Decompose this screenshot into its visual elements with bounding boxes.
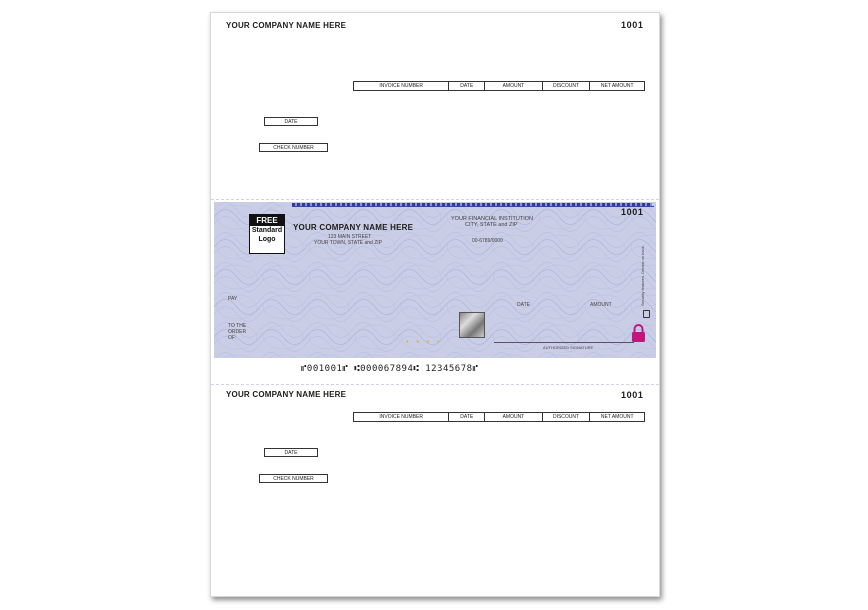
company-logo	[249, 214, 285, 254]
routing-fraction: 00-6789/0000	[472, 238, 503, 244]
top-stub-check-number-box: CHECK NUMBER	[259, 143, 328, 152]
hologram-icon	[459, 312, 485, 338]
gold-seal-icon: • • • •	[406, 339, 443, 346]
logo-logo-text: Logo	[258, 236, 276, 243]
col-invoice-number: INVOICE NUMBER	[354, 82, 449, 90]
col-invoice-number: INVOICE NUMBER	[354, 413, 449, 421]
order-label: ORDER	[228, 329, 247, 335]
company-address-line1: 123 MAIN STREET	[328, 234, 372, 240]
col-date: DATE	[449, 413, 485, 421]
signature-line	[494, 342, 634, 343]
check-number: 1001	[621, 207, 644, 217]
bottom-stub-invoice-header	[353, 412, 645, 422]
security-features-text: Security features. Details on back.	[640, 245, 645, 306]
padlock-icon	[631, 324, 646, 342]
pay-label: PAY	[228, 296, 238, 302]
col-amount: AMOUNT	[485, 82, 543, 90]
bottom-perforation	[211, 384, 659, 385]
bank-name: YOUR FINANCIAL INSTITUTION	[451, 216, 533, 222]
col-discount: DISCOUNT	[543, 413, 591, 421]
amount-label: AMOUNT	[590, 302, 612, 308]
bottom-stub-check-number: 1001	[621, 390, 644, 400]
to-the-label: TO THE	[228, 323, 247, 329]
date-label: DATE	[517, 302, 530, 308]
top-stub-company-name: YOUR COMPANY NAME HERE	[226, 21, 347, 30]
micr-line: ⑈001001⑈ ⑆000067894⑆ 12345678⑈	[301, 364, 479, 374]
col-net-amount: NET AMOUNT	[600, 414, 634, 420]
company-address-line2: YOUR TOWN, STATE and ZIP	[314, 240, 382, 246]
top-stub-date-box: DATE	[264, 117, 318, 126]
check-sheet	[210, 12, 660, 597]
bottom-stub-date-box: DATE	[264, 448, 318, 457]
small-lock-icon	[643, 310, 650, 318]
top-stub-invoice-header	[353, 81, 645, 91]
col-net-amount: NET AMOUNT	[600, 83, 634, 89]
check-body	[214, 202, 656, 358]
of-label: OF:	[228, 335, 237, 341]
bottom-stub-check-number-box: CHECK NUMBER	[259, 474, 328, 483]
bottom-stub-company-name: YOUR COMPANY NAME HERE	[226, 390, 347, 399]
logo-standard-text: Standard	[251, 227, 283, 234]
check-top-line	[292, 206, 654, 207]
col-amount: AMOUNT	[485, 413, 543, 421]
top-perforation	[211, 199, 659, 200]
col-date: DATE	[449, 82, 485, 90]
top-stub-check-number: 1001	[621, 20, 644, 30]
logo-free-text: FREE	[250, 215, 284, 226]
signature-label: AUTHORIZED SIGNATURE	[543, 345, 594, 350]
col-discount: DISCOUNT	[543, 82, 591, 90]
check-company-name: YOUR COMPANY NAME HERE	[293, 223, 414, 232]
bank-city: CITY, STATE and ZIP	[465, 222, 518, 228]
